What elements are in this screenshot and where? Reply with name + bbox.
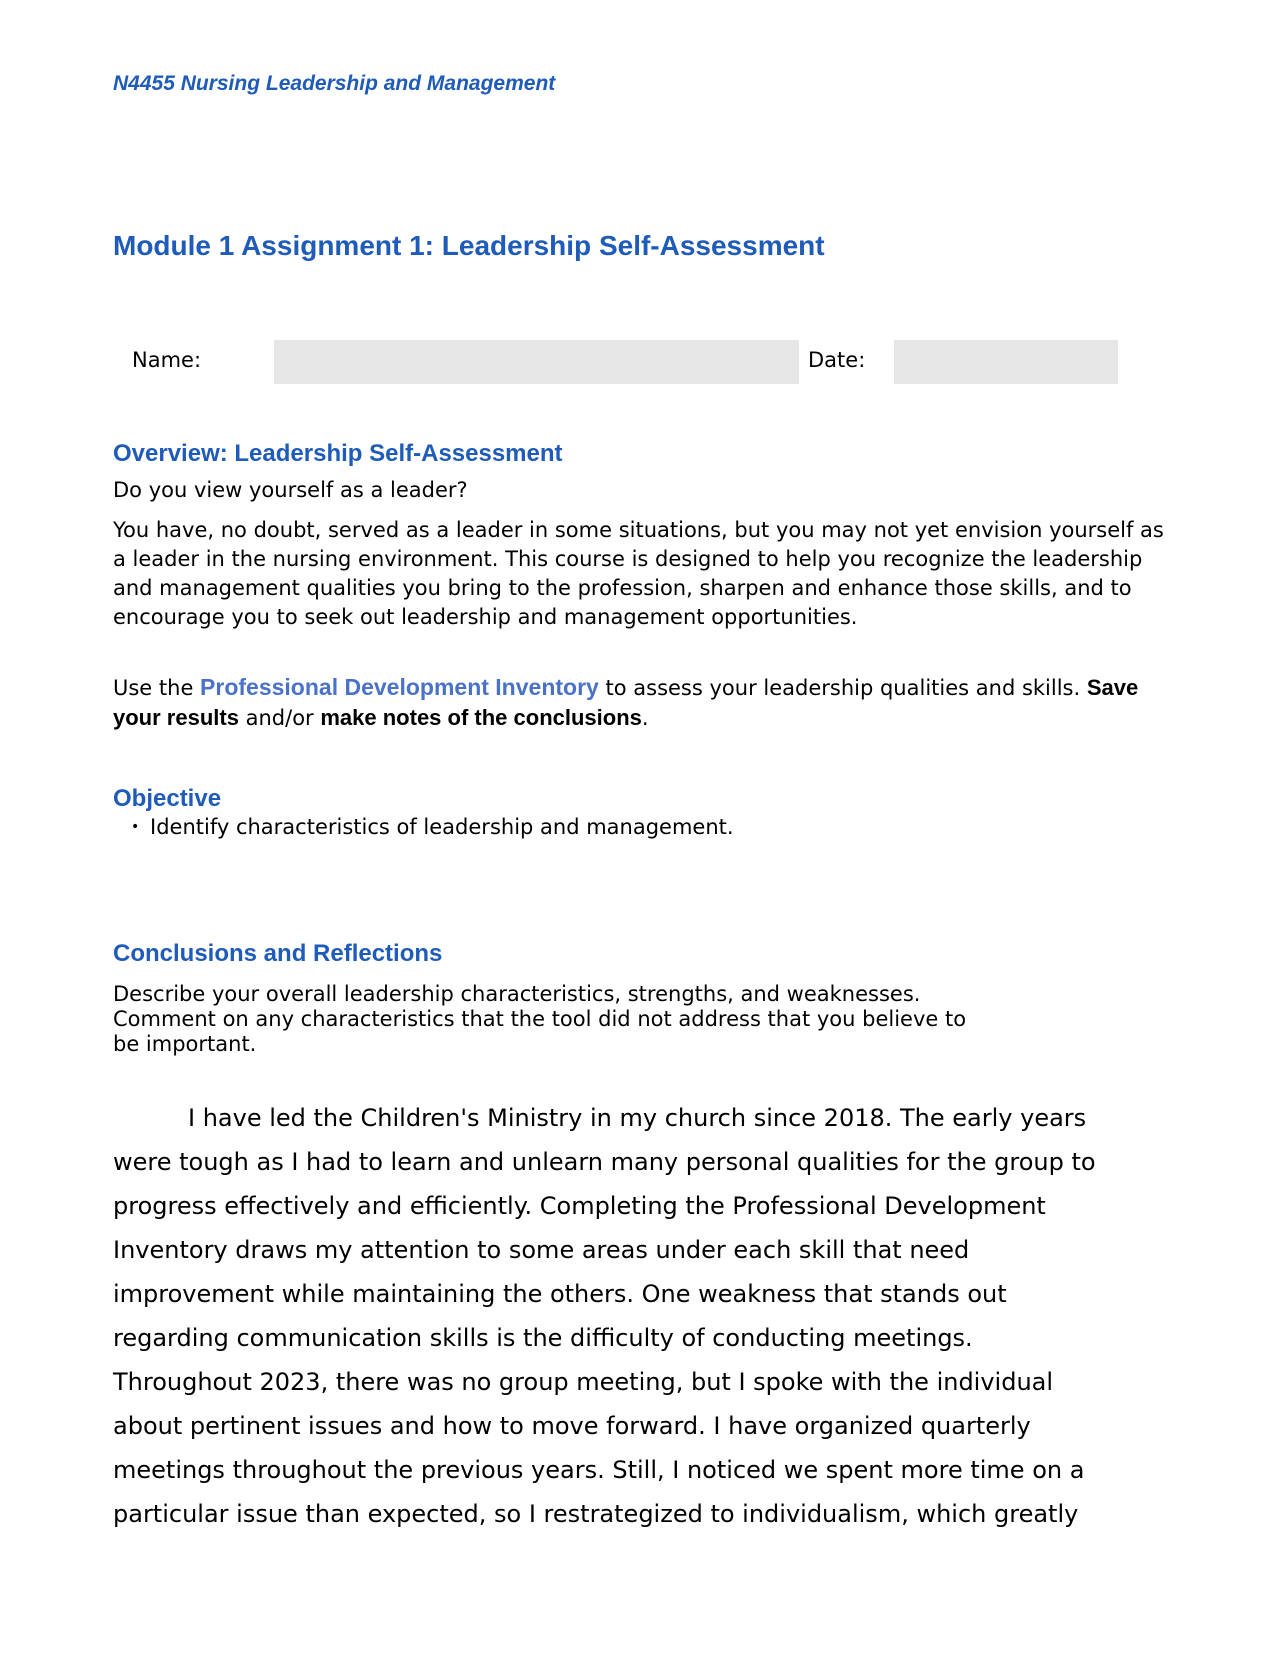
overview-instructions [113, 673, 1173, 733]
conclusions-prompt [113, 982, 1113, 1057]
date-field[interactable] [894, 340, 1118, 384]
prompt-line: be important. [113, 1032, 257, 1056]
objective-item-text: Identify characteristics of leadership and management. [150, 815, 734, 839]
prompt-line: Comment on any characteristics that the tool did not address that you believe to [113, 1007, 967, 1031]
essay-line: regarding communication skills is the difficulty of conducting meetings. [113, 1324, 973, 1352]
list-item [113, 813, 734, 842]
name-label: Name: [132, 348, 202, 372]
overview-heading: Overview: Leadership Self-Assessment [113, 440, 563, 467]
overview-body: You have, no doubt, served as a leader in some situations, but you may not yet envision yourself as a leader in the nursing environment. This course is designed to help you recognize the leadership and management qualities you bring to the profession, sharpen and enhance those skills, and to encourage you to seek out leadership and management opportunities. [113, 518, 1164, 629]
page-title: Module 1 Assignment 1: Leadership Self-Assessment [113, 230, 825, 261]
essay-response[interactable] [113, 1096, 1183, 1536]
and-or-text: and/or [238, 706, 321, 730]
conclusions-heading: Conclusions and Reflections [113, 940, 443, 967]
course-header: N4455 Nursing Leadership and Management [113, 72, 556, 95]
instructions-period: . [641, 706, 649, 730]
essay-line: progress effectively and efficiently. Completing the Professional Development [113, 1192, 1046, 1220]
overview-question: Do you view yourself as a leader? [113, 478, 468, 502]
essay-line: I have led the Children's Ministry in my church since 2018. The early years [188, 1104, 1087, 1132]
instructions-prefix: Use the [113, 676, 201, 700]
essay-line: Inventory draws my attention to some areas under each skill that need [113, 1236, 970, 1264]
make-notes-text: make notes of the conclusions [320, 705, 642, 730]
date-label: Date: [808, 348, 866, 372]
bullet-icon: • [131, 819, 140, 835]
objective-list [113, 813, 734, 842]
essay-line: about pertinent issues and how to move forward. I have organized quarterly [113, 1412, 1031, 1440]
essay-line: particular issue than expected, so I restrategized to individualism, which greatly [113, 1500, 1079, 1528]
essay-line: were tough as I had to learn and unlearn many personal qualities for the group to [113, 1148, 1096, 1176]
objective-heading: Objective [113, 785, 222, 812]
essay-line: improvement while maintaining the others. One weakness that stands out [113, 1280, 1007, 1308]
name-field[interactable] [274, 340, 799, 384]
essay-line: Throughout 2023, there was no group meeting, but I spoke with the individual [113, 1368, 1054, 1396]
instructions-suffix: to assess your leadership qualities and skills. [598, 676, 1087, 700]
prompt-line: Describe your overall leadership characteristics, strengths, and weaknesses. [113, 982, 921, 1006]
save-results-text: Save your results [113, 675, 1139, 730]
essay-line: meetings throughout the previous years. Still, I noticed we spent more time on a [113, 1456, 1085, 1484]
professional-development-inventory-link[interactable]: Professional Development Inventory [200, 674, 599, 700]
